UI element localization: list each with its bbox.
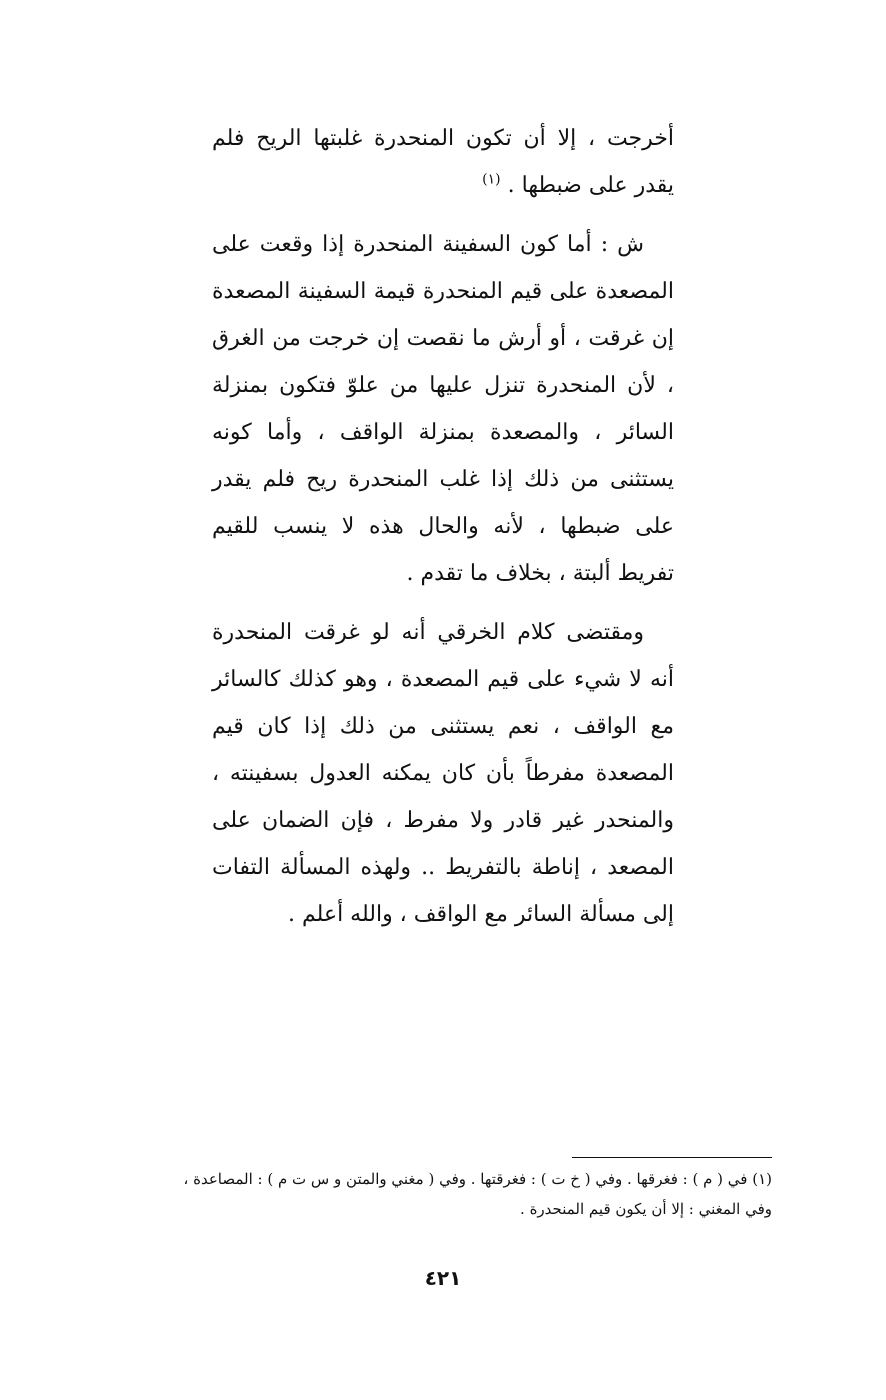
paragraph-2: ش : أما كون السفينة المنحدرة إذا وقعت على المصعدة على قيم المنحدرة قيمة السفينة المصعدة إن غرقت ، أو أرش ما نقصت إن خرجت من الغرق ، لأن المنحدرة تنزل عليها من علوّ فتكون بمنزلة السائر ، والمصعدة بمنزلة الواقف ، وأما كونه يستثنى من ذلك إذا غلب المنحدرة ريح فلم يقدر على ضبطها ، لأنه والحال هذه لا ينسب للقيم تفريط ألبتة ، بخلاف ما تقدم . <box>212 232 674 586</box>
main-text <box>212 115 674 950</box>
page-number: ٤٢١ <box>424 1266 462 1290</box>
paragraph-3: ومقتضى كلام الخرقي أنه لو غرقت المنحدرة أنه لا شيء على قيم المصعدة ، وهو كذلك كالسائر مع الواقف ، نعم يستثنى من ذلك إذا كان قيم المصعدة مفرطاً بأن كان يمكنه العدول بسفينته ، والمنحدر غير قادر ولا مفرط ، فإن الضمان على المصعد ، إناطة بالتفريط .. ولهذه المسألة التفات إلى مسألة السائر مع الواقف ، والله أعلم . <box>212 620 674 927</box>
footnote-line-2: وفي المغني : إلا أن يكون قيم المنحدرة . <box>520 1200 772 1218</box>
footnote-divider <box>572 1157 772 1158</box>
paragraph-1 <box>212 115 674 209</box>
footnotes <box>112 1164 772 1224</box>
paragraph-1-text: أخرجت ، إلا أن تكون المنحدرة غلبتها الريح فلم يقدر على ضبطها . <box>212 126 674 198</box>
footnote-line-1: (١) في ( م ) : فغرقها . وفي ( خ ت ) : فغرقتها . وفي ( مغني والمتن و س ت م ) : المصاعدة ، <box>183 1170 772 1188</box>
footnote-reference: (١) <box>482 171 501 188</box>
